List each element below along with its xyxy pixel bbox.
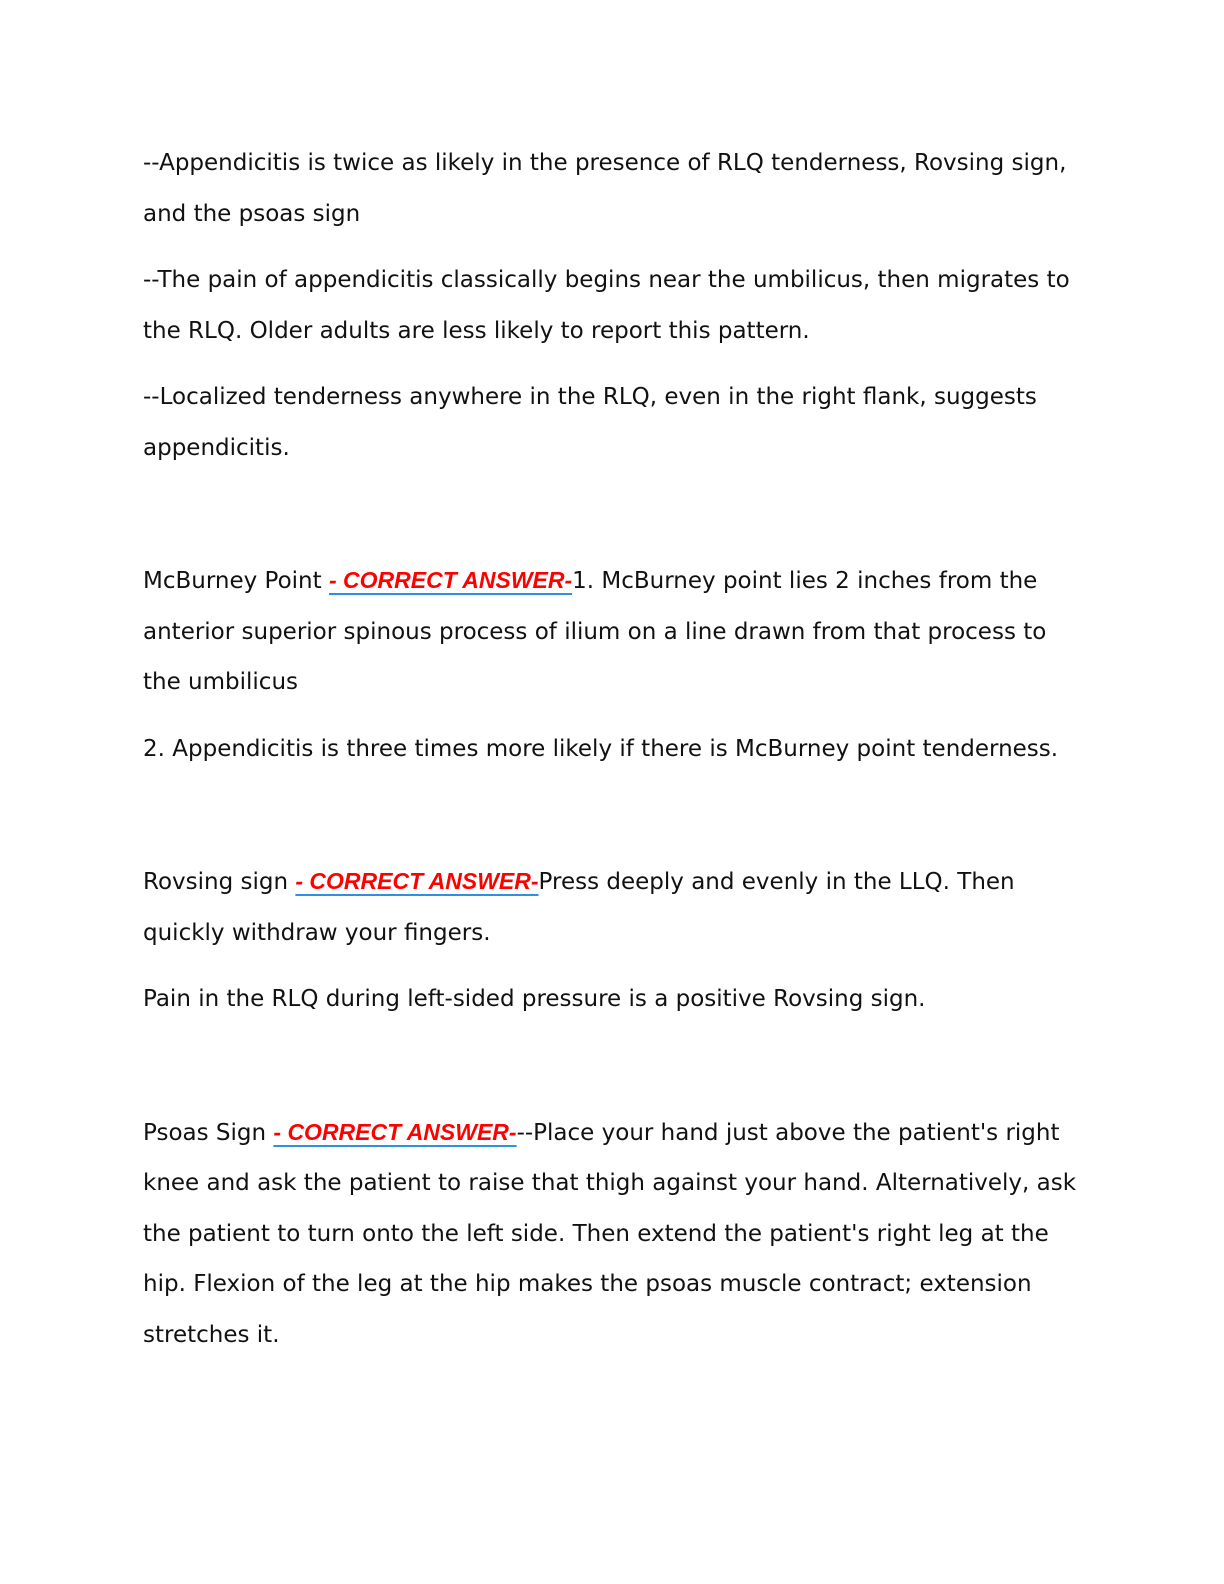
note-paragraph xyxy=(143,974,1083,1025)
note-text: --Appendicitis is twice as likely in the presence of RLQ tenderness, Rovsing sign, and the psoas sign xyxy=(143,150,1067,227)
correct-answer-marker: - CORRECT ANSWER- xyxy=(295,868,539,894)
correct-answer-marker: - CORRECT ANSWER- xyxy=(328,567,573,593)
flashcard-rovsing xyxy=(143,856,1083,958)
flashcard-mcburney xyxy=(143,555,1083,708)
note-text: --Localized tenderness anywhere in the RLQ, even in the right flank, suggests appendicitis. xyxy=(143,384,1037,461)
note-text: Pain in the RLQ during left-sided pressure is a positive Rovsing sign. xyxy=(143,986,926,1012)
flashcard-answer: Press deeply and evenly in the LLQ. Then quickly withdraw your fingers. xyxy=(143,869,1015,946)
note-text: 2. Appendicitis is three times more likely if there is McBurney point tenderness. xyxy=(143,735,1059,762)
flashcard-term: Psoas Sign xyxy=(143,1119,274,1146)
correct-answer-marker: - CORRECT ANSWER- xyxy=(273,1118,517,1145)
note-paragraph xyxy=(143,138,1083,239)
document-body xyxy=(143,138,1083,1376)
flashcard-answer: 1. McBurney point lies 2 inches from the anterior superior spinous process of ilium on a line drawn from that process to the umbilicus xyxy=(143,568,1047,695)
flashcard-psoas xyxy=(143,1107,1083,1361)
flashcard-term: McBurney Point xyxy=(143,568,329,594)
flashcard-answer: --Place your hand just above the patient's right knee and ask the patient to raise that thigh against your hand. Alternatively, ask the patient to turn onto the left side. Then extend the patient's right leg at the hip. Flexion of the leg at the hip makes the psoas muscle contract; extension stretches it. xyxy=(143,1119,1077,1348)
note-paragraph xyxy=(143,724,1083,775)
note-paragraph xyxy=(143,372,1083,473)
note-paragraph xyxy=(143,255,1083,356)
note-text: --The pain of appendicitis classically begins near the umbilicus, then migrates to the RLQ. Older adults are less likely to report this pattern. xyxy=(143,267,1070,344)
flashcard-term: Rovsing sign xyxy=(143,869,296,895)
